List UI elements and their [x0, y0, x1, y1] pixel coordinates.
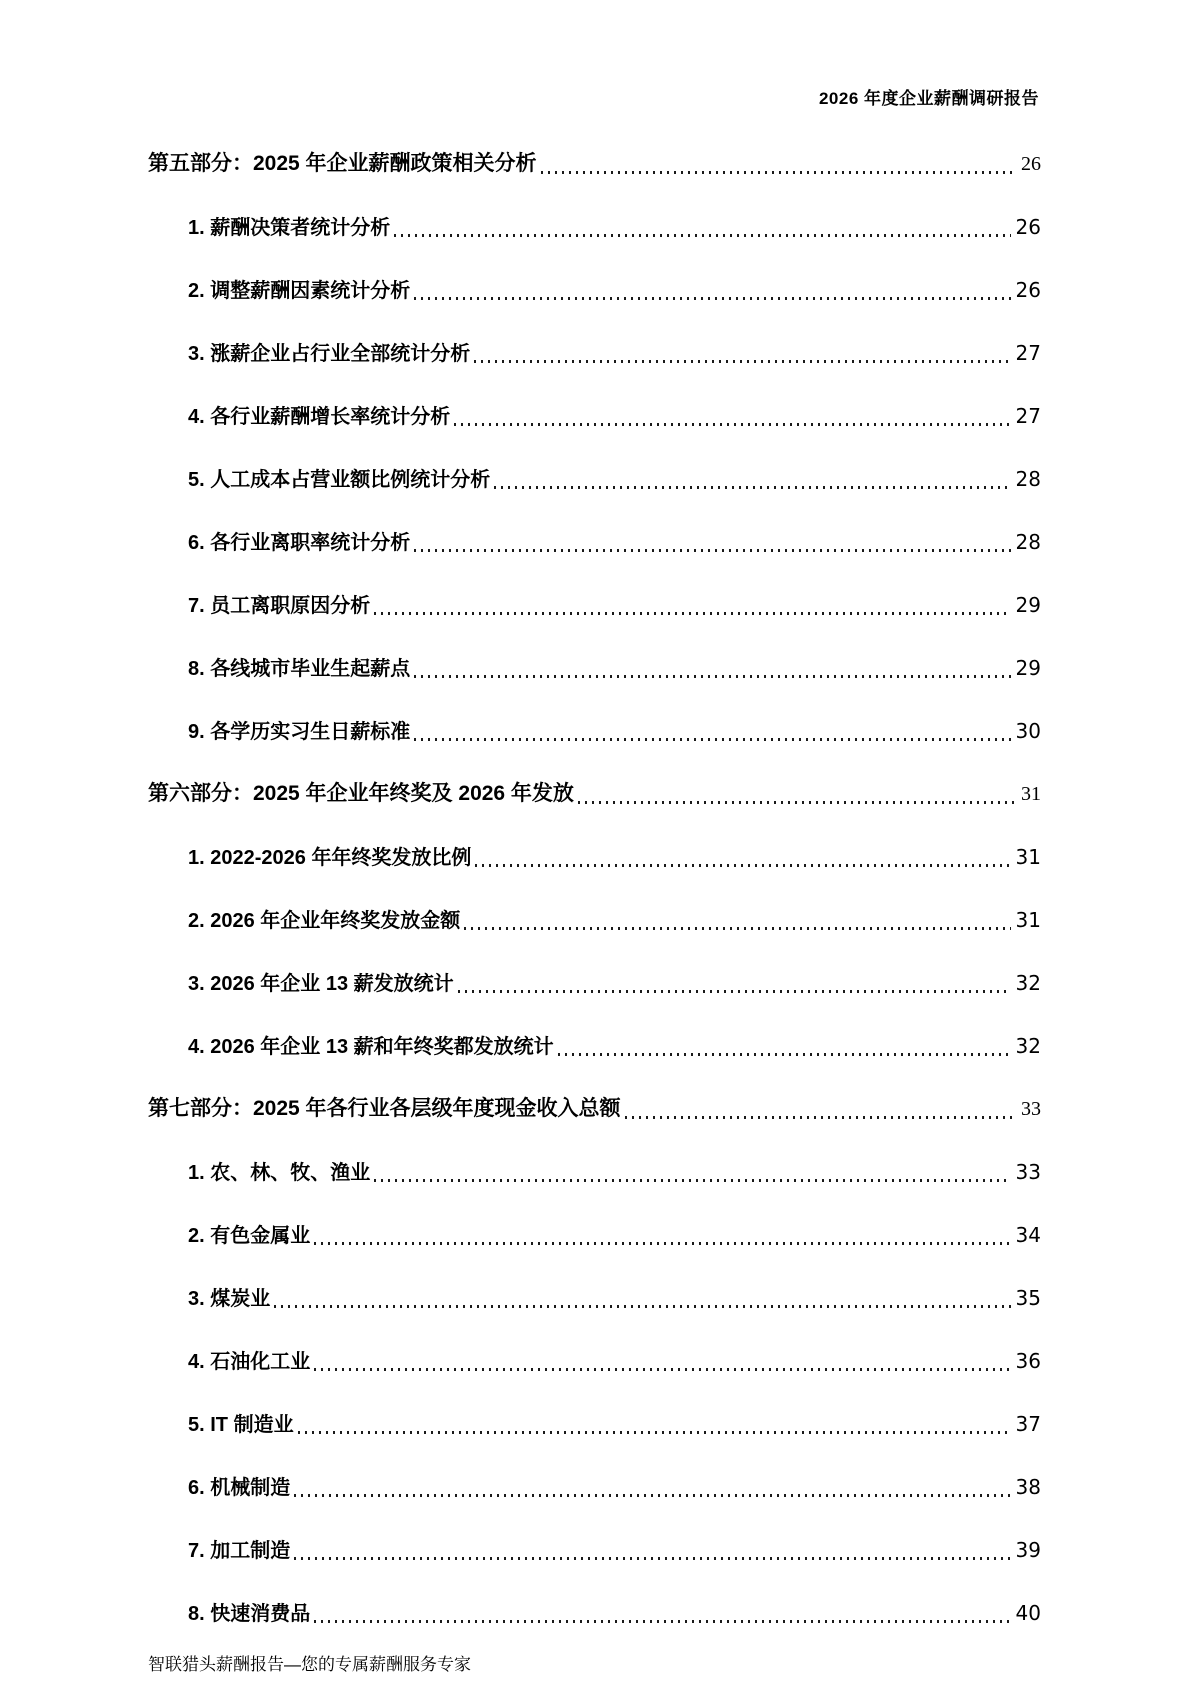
toc-entry-page-number: 31 — [1015, 845, 1041, 869]
toc-section-entry[interactable] — [148, 1095, 1041, 1123]
dot-leader — [578, 801, 1016, 804]
toc-item-entry[interactable] — [148, 969, 1041, 997]
toc-item-entry[interactable] — [148, 591, 1041, 619]
toc-entry-label: 6. 机械制造 — [188, 1477, 291, 1499]
toc-entry-label: 4. 2026 年企业 13 薪和年终奖都发放统计 — [188, 1036, 554, 1058]
dot-leader — [414, 297, 1010, 300]
dot-leader — [454, 423, 1010, 426]
toc-entry-page-number: 31 — [1021, 783, 1041, 805]
dot-leader — [414, 675, 1010, 678]
toc-entry-label: 7. 员工离职原因分析 — [188, 595, 371, 617]
dot-leader — [374, 612, 1010, 615]
toc-item-entry[interactable] — [148, 654, 1041, 682]
toc-entry-page-number: 33 — [1021, 1098, 1041, 1120]
toc-entry-label: 3. 2026 年企业 13 薪发放统计 — [188, 973, 454, 995]
toc-entry-page-number: 29 — [1015, 656, 1041, 680]
toc-entry-label: 6. 各行业离职率统计分析 — [188, 532, 411, 554]
toc-entry-page-number: 33 — [1015, 1160, 1041, 1184]
toc-entry-page-number: 34 — [1015, 1223, 1041, 1247]
toc-item-entry[interactable] — [148, 1158, 1041, 1186]
toc-entry-page-number: 38 — [1015, 1475, 1041, 1499]
toc-item-entry[interactable] — [148, 1536, 1041, 1564]
toc-entry-page-number: 39 — [1015, 1538, 1041, 1562]
toc-item-entry[interactable] — [148, 213, 1041, 241]
toc-item-entry[interactable] — [148, 465, 1041, 493]
toc-item-entry[interactable] — [148, 843, 1041, 871]
toc-item-entry[interactable] — [148, 717, 1041, 745]
toc-entry-page-number: 28 — [1015, 467, 1041, 491]
toc-item-entry[interactable] — [148, 276, 1041, 304]
toc-entry-page-number: 26 — [1015, 278, 1041, 302]
toc-entry-label: 第六部分：2025 年企业年终奖及 2026 年发放 — [148, 782, 574, 805]
toc-entry-page-number: 30 — [1015, 719, 1041, 743]
toc — [148, 150, 1041, 1662]
toc-entry-label: 4. 石油化工业 — [188, 1351, 311, 1373]
toc-item-entry[interactable] — [148, 1599, 1041, 1627]
dot-leader — [558, 1053, 1011, 1056]
dot-leader — [294, 1494, 1010, 1497]
toc-entry-label: 2. 有色金属业 — [188, 1225, 311, 1247]
dot-leader — [464, 927, 1010, 930]
dot-leader — [494, 486, 1010, 489]
dot-leader — [274, 1305, 1010, 1308]
toc-item-entry[interactable] — [148, 1473, 1041, 1501]
toc-entry-label: 8. 快速消费品 — [188, 1603, 311, 1625]
toc-entry-label: 7. 加工制造 — [188, 1540, 291, 1562]
toc-entry-label: 第七部分：2025 年各行业各层级年度现金收入总额 — [148, 1097, 621, 1120]
toc-entry-page-number: 27 — [1015, 404, 1041, 428]
dot-leader — [314, 1242, 1010, 1245]
toc-item-entry[interactable] — [148, 1347, 1041, 1375]
toc-entry-page-number: 36 — [1015, 1349, 1041, 1373]
dot-leader — [394, 234, 1010, 237]
toc-entry-label: 2. 调整薪酬因素统计分析 — [188, 280, 411, 302]
toc-item-entry[interactable] — [148, 1410, 1041, 1438]
toc-item-entry[interactable] — [148, 528, 1041, 556]
toc-item-entry[interactable] — [148, 906, 1041, 934]
toc-item-entry[interactable] — [148, 1284, 1041, 1312]
dot-leader — [294, 1557, 1010, 1560]
toc-entry-label: 3. 涨薪企业占行业全部统计分析 — [188, 343, 471, 365]
dot-leader — [374, 1179, 1010, 1182]
toc-entry-page-number: 29 — [1015, 593, 1041, 617]
toc-entry-label: 8. 各线城市毕业生起薪点 — [188, 658, 411, 680]
toc-entry-page-number: 32 — [1015, 971, 1041, 995]
toc-entry-label: 1. 农、林、牧、渔业 — [188, 1162, 371, 1184]
document-footer-text: 智联猎头薪酬报告—您的专属薪酬服务专家 — [148, 1655, 471, 1674]
toc-item-entry[interactable] — [148, 402, 1041, 430]
dot-leader — [474, 360, 1010, 363]
toc-entry-page-number: 26 — [1021, 153, 1041, 175]
toc-entry-label: 5. 人工成本占营业额比例统计分析 — [188, 469, 491, 491]
toc-item-entry[interactable] — [148, 1032, 1041, 1060]
toc-entry-page-number: 32 — [1015, 1034, 1041, 1058]
toc-entry-page-number: 28 — [1015, 530, 1041, 554]
toc-entry-page-number: 35 — [1015, 1286, 1041, 1310]
toc-entry-page-number: 40 — [1015, 1601, 1041, 1625]
toc-entry-page-number: 31 — [1015, 908, 1041, 932]
toc-entry-page-number: 26 — [1015, 215, 1041, 239]
dot-leader — [541, 171, 1016, 174]
dot-leader — [414, 549, 1010, 552]
toc-entry-label: 5. IT 制造业 — [188, 1414, 294, 1436]
toc-item-entry[interactable] — [148, 339, 1041, 367]
document-header-title: 2026 年度企业薪酬调研报告 — [818, 89, 1039, 108]
toc-entry-label: 4. 各行业薪酬增长率统计分析 — [188, 406, 451, 428]
toc-entry-label: 第五部分：2025 年企业薪酬政策相关分析 — [148, 152, 537, 175]
dot-leader — [314, 1368, 1010, 1371]
dot-leader — [625, 1116, 1016, 1119]
toc-entry-label: 9. 各学历实习生日薪标准 — [188, 721, 411, 743]
toc-entry-label: 3. 煤炭业 — [188, 1288, 271, 1310]
dot-leader — [458, 990, 1011, 993]
dot-leader — [298, 1431, 1011, 1434]
dot-leader — [314, 1620, 1010, 1623]
toc-item-entry[interactable] — [148, 1221, 1041, 1249]
toc-entry-label: 1. 薪酬决策者统计分析 — [188, 217, 391, 239]
toc-entry-label: 1. 2022-2026 年年终奖发放比例 — [188, 847, 472, 869]
dot-leader — [475, 864, 1010, 867]
toc-entry-label: 2. 2026 年企业年终奖发放金额 — [188, 910, 461, 932]
toc-section-entry[interactable] — [148, 780, 1041, 808]
toc-entry-page-number: 37 — [1015, 1412, 1041, 1436]
toc-entry-page-number: 27 — [1015, 341, 1041, 365]
dot-leader — [414, 738, 1010, 741]
toc-section-entry[interactable] — [148, 150, 1041, 178]
